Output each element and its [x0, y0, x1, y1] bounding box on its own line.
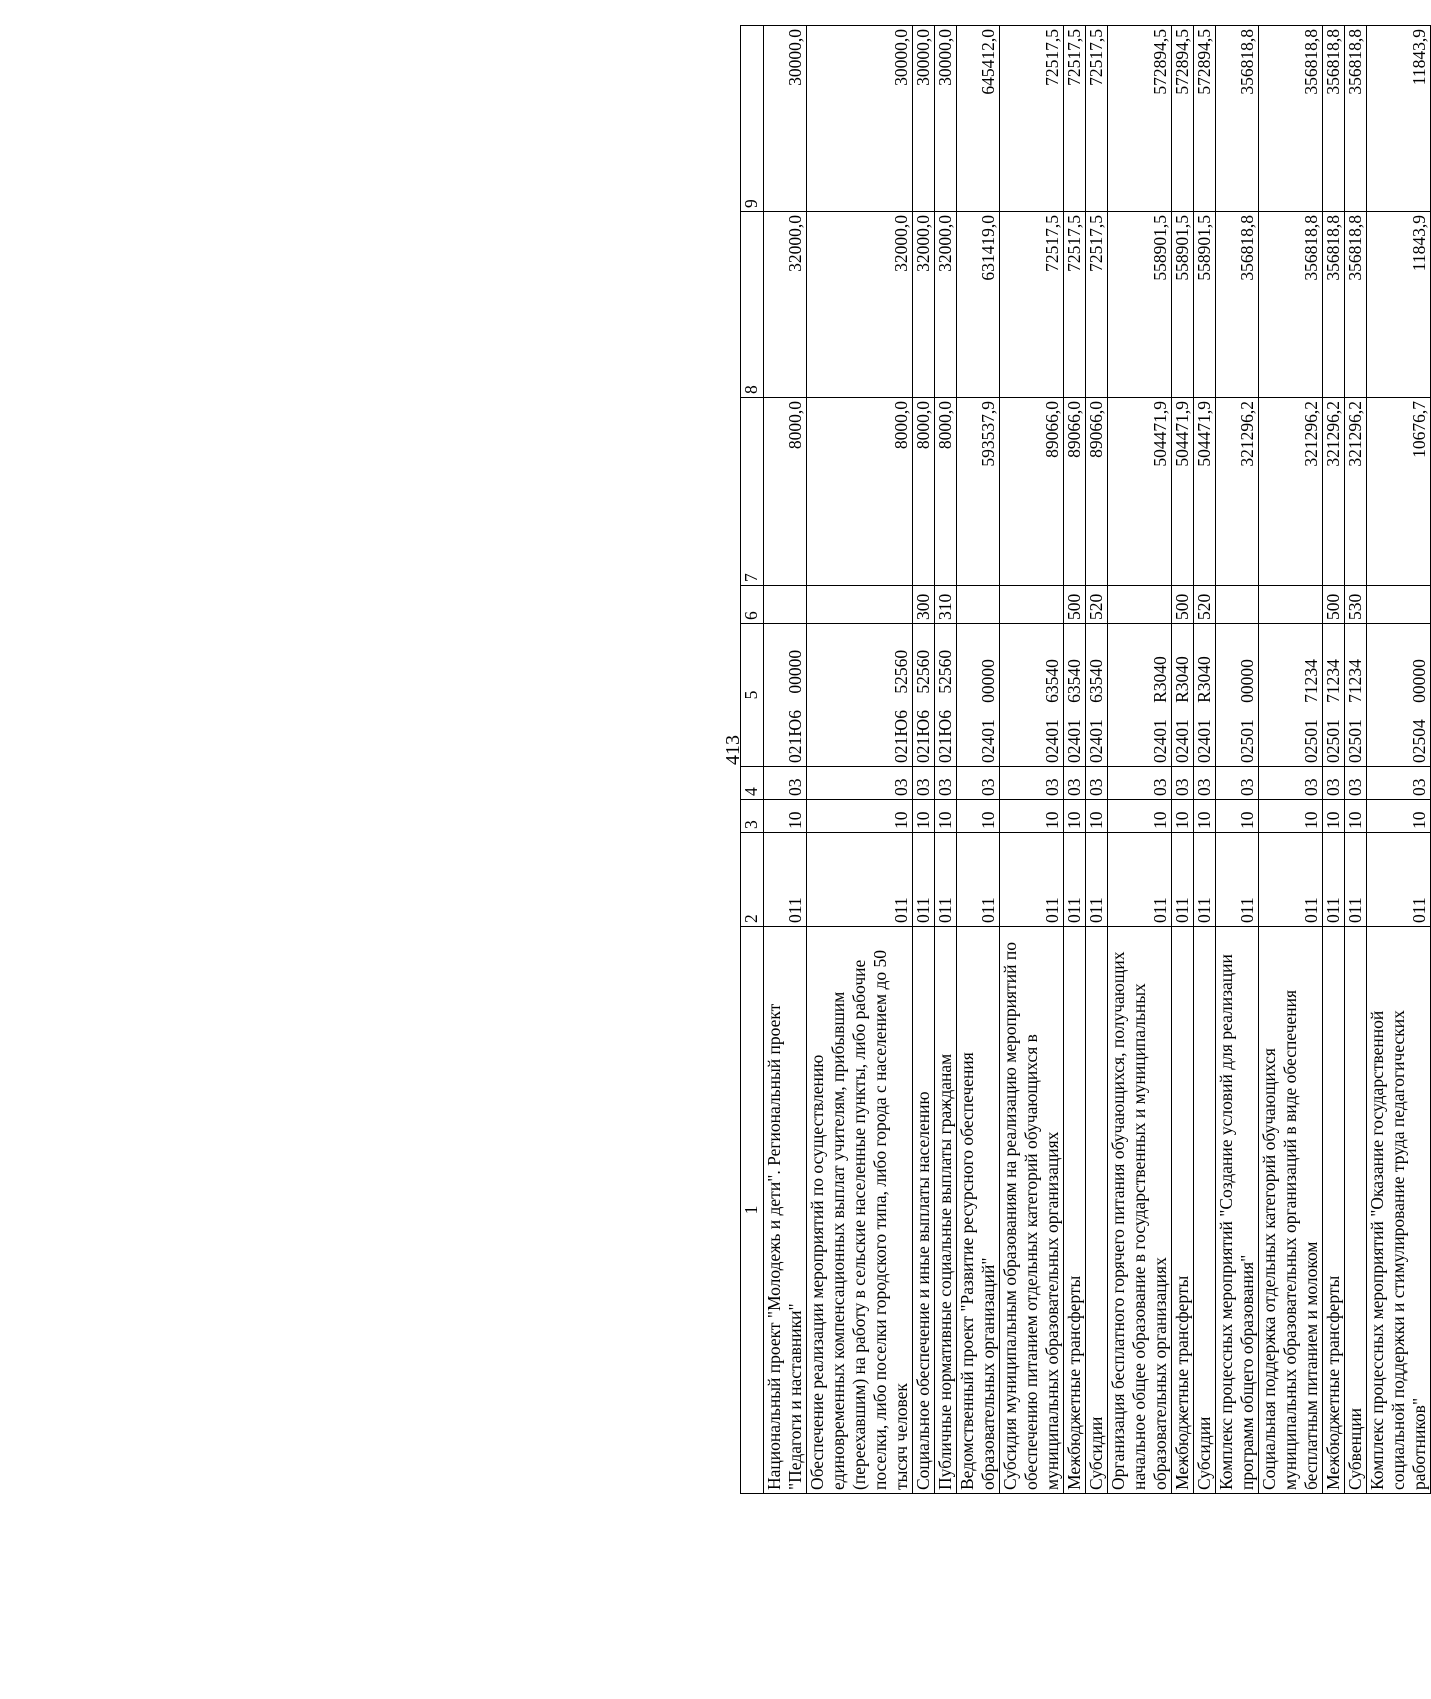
grbs-code: 011: [764, 833, 807, 927]
table-row: [913, 26, 935, 1494]
target-article-code: 02401 63540: [1064, 624, 1086, 767]
amount-col-8: 32000,0: [913, 212, 935, 398]
target-article-code: 021Ю6 52560: [807, 624, 913, 767]
subsection-code: 03: [1367, 767, 1431, 800]
grbs-code: 011: [1259, 833, 1323, 927]
amount-col-9: 572894,5: [1194, 26, 1216, 212]
column-header: 5: [741, 624, 764, 767]
table-row: [1345, 26, 1367, 1494]
amount-col-8: 356818,8: [1345, 212, 1367, 398]
amount-col-7: 321296,2: [1345, 398, 1367, 586]
target-article-code: 021Ю6 00000: [764, 624, 807, 767]
subsection-code: 03: [1086, 767, 1108, 800]
amount-col-9: 11843,9: [1367, 26, 1431, 212]
subsection-code: 03: [957, 767, 1000, 800]
amount-col-8: 558901,5: [1194, 212, 1216, 398]
grbs-code: 011: [807, 833, 913, 927]
row-name: Субсидия муниципальным образованиям на реализацию мероприятий по обеспечению питанием отдельных категорий обучающихся в муниципальных образовательных организациях: [1000, 927, 1064, 1494]
amount-col-9: 572894,5: [1172, 26, 1194, 212]
section-code: 10: [807, 800, 913, 833]
amount-col-9: 356818,8: [1216, 26, 1259, 212]
amount-col-7: 504471,9: [1108, 398, 1172, 586]
expense-type-code: [1216, 586, 1259, 624]
table-row: [1323, 26, 1345, 1494]
amount-col-9: 356818,8: [1323, 26, 1345, 212]
amount-col-9: 30000,0: [935, 26, 957, 212]
amount-col-8: 356818,8: [1323, 212, 1345, 398]
amount-col-7: 89066,0: [1064, 398, 1086, 586]
target-article-code: 021Ю6 52560: [935, 624, 957, 767]
target-article-code: 02501 71234: [1259, 624, 1323, 767]
expense-type-code: [764, 586, 807, 624]
table-row: [1108, 26, 1172, 1494]
grbs-code: 011: [1172, 833, 1194, 927]
amount-col-8: 32000,0: [764, 212, 807, 398]
section-code: 10: [1086, 800, 1108, 833]
row-name: Организация бесплатного горячего питания обучающихся, получающих начальное общее образование в государственных и муниципальных образовательных организациях: [1108, 927, 1172, 1494]
subsection-code: 03: [1064, 767, 1086, 800]
column-header: 2: [741, 833, 764, 927]
table-row: [935, 26, 957, 1494]
section-code: 10: [1259, 800, 1323, 833]
amount-col-8: 356818,8: [1259, 212, 1323, 398]
amount-col-7: 8000,0: [764, 398, 807, 586]
grbs-code: 011: [935, 833, 957, 927]
row-name: Межбюджетные трансферты: [1172, 927, 1194, 1494]
amount-col-9: 572894,5: [1108, 26, 1172, 212]
expense-type-code: 310: [935, 586, 957, 624]
amount-col-7: 504471,9: [1172, 398, 1194, 586]
amount-col-8: 72517,5: [1086, 212, 1108, 398]
amount-col-9: 72517,5: [1064, 26, 1086, 212]
row-name: Комплекс процессных мероприятий "Создание условий для реализации программ общего образования": [1216, 927, 1259, 1494]
grbs-code: 011: [1108, 833, 1172, 927]
expense-type-code: [1367, 586, 1431, 624]
target-article-code: 02401 R3040: [1194, 624, 1216, 767]
amount-col-9: 72517,5: [1086, 26, 1108, 212]
column-header: 6: [741, 586, 764, 624]
grbs-code: 011: [1323, 833, 1345, 927]
amount-col-9: 30000,0: [764, 26, 807, 212]
row-name: Межбюджетные трансферты: [1323, 927, 1345, 1494]
expense-type-code: [1000, 586, 1064, 624]
row-name: Социальная поддержка отдельных категорий обучающихся муниципальных образовательных организаций в виде обеспечения бесплатным питанием и молоком: [1259, 927, 1323, 1494]
target-article-code: 02501 71234: [1323, 624, 1345, 767]
amount-col-8: 72517,5: [1064, 212, 1086, 398]
section-code: 10: [913, 800, 935, 833]
expense-type-code: 530: [1345, 586, 1367, 624]
section-code: 10: [935, 800, 957, 833]
subsection-code: 03: [1194, 767, 1216, 800]
amount-col-7: 321296,2: [1259, 398, 1323, 586]
section-code: 10: [1000, 800, 1064, 833]
table-body: [764, 26, 1431, 1494]
expense-type-code: [1259, 586, 1323, 624]
grbs-code: 011: [913, 833, 935, 927]
row-name: Межбюджетные трансферты: [1064, 927, 1086, 1494]
target-article-code: 02401 R3040: [1108, 624, 1172, 767]
table-row: [1172, 26, 1194, 1494]
section-code: 10: [1108, 800, 1172, 833]
amount-col-7: 321296,2: [1323, 398, 1345, 586]
row-name: Обеспечение реализации мероприятий по осуществлению единовременных компенсационных выплат учителям, прибывшим (переехавшим) на работу в сельские населенные пункты, либо рабочие поселки, либо поселки городского типа, либо города с населением до 50 тысяч человек: [807, 927, 913, 1494]
column-header: 4: [741, 767, 764, 800]
subsection-code: 03: [913, 767, 935, 800]
expense-type-code: 300: [913, 586, 935, 624]
expense-type-code: 500: [1172, 586, 1194, 624]
subsection-code: 03: [1216, 767, 1259, 800]
row-name: Национальный проект "Молодежь и дети". Региональный проект "Педагоги и наставники": [764, 927, 807, 1494]
target-article-code: 02401 00000: [957, 624, 1000, 767]
column-header: 9: [741, 26, 764, 212]
amount-col-7: 8000,0: [935, 398, 957, 586]
amount-col-8: 32000,0: [935, 212, 957, 398]
amount-col-8: 558901,5: [1172, 212, 1194, 398]
grbs-code: 011: [1367, 833, 1431, 927]
section-code: 10: [764, 800, 807, 833]
subsection-code: 03: [1259, 767, 1323, 800]
expense-type-code: 520: [1086, 586, 1108, 624]
target-article-code: 02504 00000: [1367, 624, 1431, 767]
column-header: 8: [741, 212, 764, 398]
amount-col-9: 30000,0: [913, 26, 935, 212]
row-name: Субсидии: [1086, 927, 1108, 1494]
amount-col-7: 89066,0: [1000, 398, 1064, 586]
column-header: 3: [741, 800, 764, 833]
table-row: [957, 26, 1000, 1494]
budget-table: [740, 25, 1431, 1494]
amount-col-8: 11843,9: [1367, 212, 1431, 398]
grbs-code: 011: [1064, 833, 1086, 927]
expense-type-code: [957, 586, 1000, 624]
grbs-code: 011: [1000, 833, 1064, 927]
subsection-code: 03: [1000, 767, 1064, 800]
grbs-code: 011: [1216, 833, 1259, 927]
target-article-code: 02401 63540: [1000, 624, 1064, 767]
row-name: Социальное обеспечение и иные выплаты населению: [913, 927, 935, 1494]
amount-col-9: 645412,0: [957, 26, 1000, 212]
amount-col-7: 8000,0: [807, 398, 913, 586]
section-code: 10: [1367, 800, 1431, 833]
amount-col-8: 32000,0: [807, 212, 913, 398]
table-row: [1064, 26, 1086, 1494]
row-name: Ведомственный проект "Развитие ресурсного обеспечения образовательных организаций": [957, 927, 1000, 1494]
table-row: [1259, 26, 1323, 1494]
target-article-code: 02501 71234: [1345, 624, 1367, 767]
amount-col-7: 593537,9: [957, 398, 1000, 586]
section-code: 10: [1216, 800, 1259, 833]
subsection-code: 03: [1323, 767, 1345, 800]
section-code: 10: [1064, 800, 1086, 833]
amount-col-7: 321296,2: [1216, 398, 1259, 586]
subsection-code: 03: [807, 767, 913, 800]
expense-type-code: [1108, 586, 1172, 624]
section-code: 10: [1345, 800, 1367, 833]
table-row: [807, 26, 913, 1494]
amount-col-9: 72517,5: [1000, 26, 1064, 212]
amount-col-7: 10676,7: [1367, 398, 1431, 586]
expense-type-code: 500: [1064, 586, 1086, 624]
section-code: 10: [1323, 800, 1345, 833]
row-name: Комплекс процессных мероприятий "Оказание государственной социальной поддержки и стимулирование труда педагогических работников": [1367, 927, 1431, 1494]
amount-col-8: 631419,0: [957, 212, 1000, 398]
amount-col-8: 356818,8: [1216, 212, 1259, 398]
subsection-code: 03: [764, 767, 807, 800]
table-row: [1086, 26, 1108, 1494]
section-code: 10: [957, 800, 1000, 833]
amount-col-9: 30000,0: [807, 26, 913, 212]
page-number: 413: [722, 735, 744, 765]
target-article-code: 021Ю6 52560: [913, 624, 935, 767]
subsection-code: 03: [935, 767, 957, 800]
table-row: [1000, 26, 1064, 1494]
grbs-code: 011: [1086, 833, 1108, 927]
row-name: Субсидии: [1194, 927, 1216, 1494]
subsection-code: 03: [1345, 767, 1367, 800]
subsection-code: 03: [1108, 767, 1172, 800]
expense-type-code: [807, 586, 913, 624]
grbs-code: 011: [1194, 833, 1216, 927]
amount-col-7: 8000,0: [913, 398, 935, 586]
section-code: 10: [1172, 800, 1194, 833]
amount-col-7: 89066,0: [1086, 398, 1108, 586]
table-row: [1216, 26, 1259, 1494]
target-article-code: 02501 00000: [1216, 624, 1259, 767]
table-row: [1367, 26, 1431, 1494]
amount-col-9: 356818,8: [1259, 26, 1323, 212]
amount-col-7: 504471,9: [1194, 398, 1216, 586]
row-name: Публичные нормативные социальные выплаты гражданам: [935, 927, 957, 1494]
amount-col-8: 72517,5: [1000, 212, 1064, 398]
expense-type-code: 520: [1194, 586, 1216, 624]
grbs-code: 011: [1345, 833, 1367, 927]
table-row: [1194, 26, 1216, 1494]
amount-col-9: 356818,8: [1345, 26, 1367, 212]
table-row: [764, 26, 807, 1494]
column-number-row: [741, 26, 764, 1494]
grbs-code: 011: [957, 833, 1000, 927]
target-article-code: 02401 63540: [1086, 624, 1108, 767]
target-article-code: 02401 R3040: [1172, 624, 1194, 767]
section-code: 10: [1194, 800, 1216, 833]
column-header: 7: [741, 398, 764, 586]
expense-type-code: 500: [1323, 586, 1345, 624]
column-header: 1: [741, 927, 764, 1494]
row-name: Субвенции: [1345, 927, 1367, 1494]
amount-col-8: 558901,5: [1108, 212, 1172, 398]
subsection-code: 03: [1172, 767, 1194, 800]
